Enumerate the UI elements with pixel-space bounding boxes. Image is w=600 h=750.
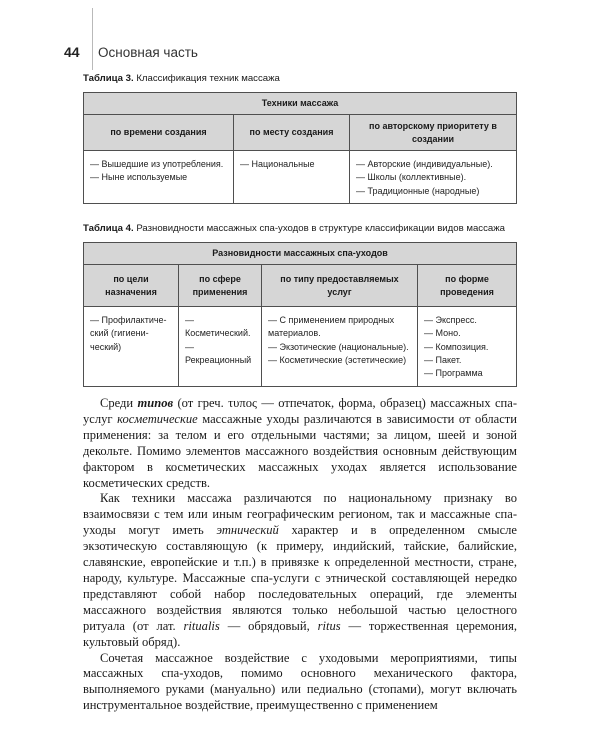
list-item: — Авторские (индивидуальные). (356, 159, 493, 169)
page-number: 44 (64, 44, 80, 60)
table4-col-header-form: по форме проведения (418, 265, 517, 307)
text-run: Как техники массажа различаются по национальному признаку во взаимосвязи с тем или иным географическим регионом, так и массажные спа-уходы могут иметь (83, 491, 517, 538)
running-header-title: Основная часть (98, 45, 198, 60)
list-item: — Программа (424, 368, 483, 379)
list-item: — Ныне используемые (90, 172, 188, 183)
table4-cell-sphere (179, 307, 262, 387)
list-item: — Косметический. (185, 315, 251, 339)
table4-caption (83, 223, 505, 234)
list-item: — С применением природных материалов. (268, 315, 395, 339)
term-ritualis: ritualis (183, 618, 220, 633)
table3-cell-time (84, 151, 234, 204)
table3-caption-label: Таблица 3. (83, 73, 134, 84)
list-item: — Профилактиче-ский (гигиени-ческий) (90, 315, 167, 352)
list-item: — Традиционные (народные) (356, 185, 480, 196)
list-item: — Пакет. (424, 354, 462, 365)
table4-col-header-purpose: по цели назначения (84, 265, 179, 307)
text-run: массажные уходы различаются в зависимости от области применения: за телом и его отдельными частями; за лицом, шеей и зоной декольте. Помимо элементов массажного воздействия основным действующим фактором в косметических массажных уходах является использование косметических средств. (83, 411, 517, 490)
body-text (83, 396, 517, 714)
list-item: — Моно. (424, 328, 461, 339)
list-item: — Косметические (эстетические) (268, 354, 407, 365)
table4-main-header: Разновидности массажных спа-уходов (84, 243, 517, 265)
table3-cell-place (234, 151, 350, 204)
table3-caption-text: Классификация техник массажа (136, 73, 280, 84)
text-run: Среди (100, 396, 138, 410)
text-run: характер и в определенном смысле экзотическую составляющую (к примеру, индийский, тайские, балийские, славянские, европейские и т.п.) в привязке к определенной местности, стране, народу, культуре. Массажные спа-услуги с этнической составляющей нередко представляют собой набор последовательных операций, где элементы массажного воздействия являются только небольшой частью целостного ритуала (от лат. (83, 523, 517, 633)
table4-col-header-service-type: по типу предоставляемых услуг (262, 265, 418, 307)
table4-cell-service-type (262, 307, 418, 387)
text-run: — торжественная церемония, культовый обряд). (83, 618, 517, 649)
paragraph-types (83, 396, 517, 491)
table4-cell-form (418, 307, 517, 387)
table3-col-header-author: по авторскому приоритету в создании (350, 115, 517, 151)
list-item: — Экзотические (национальные). (268, 341, 409, 352)
table4-caption-text: Разновидности массажных спа-уходов в структуре классификации видов массажа (136, 223, 505, 234)
header-divider (92, 8, 93, 70)
table3-col-header-place: по месту создания (234, 115, 350, 151)
paragraph-combining (83, 651, 517, 715)
text-run: — обрядовый, (219, 618, 318, 633)
list-item: — Школы (коллективные). (356, 172, 467, 183)
list-item: — Национальные (240, 159, 315, 169)
table3-caption (83, 73, 280, 84)
list-item: — Композиция. (424, 341, 489, 352)
list-item: — Вышедшие из употребления. (90, 159, 224, 169)
table3 (83, 92, 517, 204)
table4-col-header-sphere: по сфере применения (179, 265, 262, 307)
table3-cell-author (350, 151, 517, 204)
term-ethnic: этнический (216, 523, 279, 538)
table4 (83, 242, 517, 387)
term-types: типов (137, 396, 174, 410)
term-ritus: ritus (317, 618, 341, 633)
term-cosmetic: косметические (117, 411, 198, 426)
text-run: (от греч. τυπος — отпечаток, форма, образец) массажных спа-услуг (83, 396, 517, 426)
list-item: — Экспресс. (424, 315, 477, 325)
table3-col-header-time: по времени создания (84, 115, 234, 151)
table4-cell-purpose (84, 307, 179, 387)
text-run: Сочетая массажное воздействие с уходовыми мероприятиями, типы массажных спа-уходов, помимо основного механического фактора, выполняемого руками (мануально) или педиально (стопами), могут включать инструментальное воздействие, преимущественно с применением (83, 650, 517, 713)
paragraph-ethnic (83, 491, 517, 650)
table4-caption-label: Таблица 4. (83, 223, 134, 234)
list-item: — Рекреационный (185, 341, 252, 365)
table3-main-header: Техники массажа (84, 93, 517, 115)
